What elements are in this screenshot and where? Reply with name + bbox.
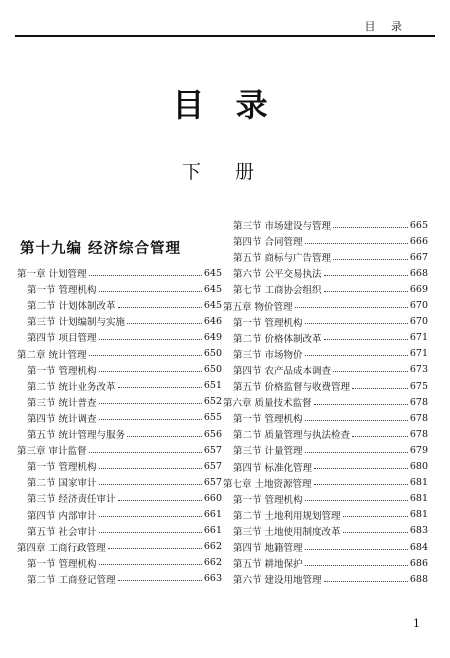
toc-section-entry[interactable] — [223, 378, 428, 394]
toc-section-entry[interactable] — [223, 217, 428, 233]
header-rule — [15, 35, 435, 37]
leader-dots — [343, 532, 408, 533]
toc-chapter-entry[interactable] — [223, 394, 428, 410]
toc-entry-label: 第六节 公平交易执法 — [233, 269, 322, 281]
toc-entry-label: 第一节 管理机构 — [27, 285, 97, 297]
toc-entry-page: 678 — [409, 396, 428, 408]
toc-entry-page: 678 — [409, 412, 428, 424]
toc-entry-page: 646 — [203, 315, 222, 327]
toc-entry-label: 第三节 市场建设与管理 — [233, 221, 332, 232]
toc-entry-page: 683 — [409, 525, 428, 537]
volume-subtitle: 下 册 — [181, 161, 269, 183]
toc-entry-page: 673 — [409, 364, 428, 376]
leader-dots — [333, 227, 408, 228]
toc-entry-label: 第一节 管理机构 — [27, 365, 97, 377]
toc-entry-label: 第一章 计划管理 — [17, 269, 87, 280]
toc-section-entry[interactable] — [223, 539, 428, 555]
toc-entry-label: 第三节 市场物价 — [233, 349, 303, 361]
toc-section-entry[interactable] — [223, 491, 428, 507]
leader-dots — [89, 275, 202, 276]
toc-entry-label: 第三节 计划编制与实施 — [27, 317, 126, 329]
leader-dots — [127, 436, 202, 437]
leader-dots — [99, 291, 202, 292]
leader-dots — [324, 275, 408, 276]
toc-entry-page: 649 — [203, 331, 222, 343]
leader-dots — [99, 371, 202, 372]
leader-dots — [89, 452, 202, 453]
toc-section-entry[interactable] — [17, 474, 222, 490]
toc-entry-label: 第四节 内部审计 — [27, 510, 97, 522]
toc-section-entry[interactable] — [17, 378, 222, 394]
toc-entry-page: 652 — [203, 396, 222, 408]
toc-entry-page: 679 — [409, 444, 428, 456]
toc-entry-page: 657 — [203, 460, 222, 472]
leader-dots — [99, 468, 202, 469]
toc-entry-page: 671 — [409, 332, 428, 344]
leader-dots — [305, 565, 408, 566]
leader-dots — [305, 323, 408, 324]
toc-entry-page: 681 — [409, 477, 428, 489]
toc-entry-label: 第二节 工商登记管理 — [27, 574, 116, 586]
toc-section-entry[interactable] — [17, 555, 222, 571]
toc-entry-label: 第五节 耕地保护 — [233, 559, 303, 571]
toc-entry-label: 第四节 标准化管理 — [233, 462, 313, 474]
toc-section-entry[interactable] — [223, 523, 428, 539]
leader-dots — [295, 307, 408, 308]
toc-entry-page: 651 — [203, 380, 222, 392]
toc-entry-label: 第一节 管理机构 — [233, 494, 303, 506]
toc-section-entry[interactable] — [17, 313, 222, 329]
toc-section-entry[interactable] — [223, 571, 428, 587]
toc-chapter-entry[interactable] — [223, 475, 428, 491]
toc-entry-label: 第二节 统计业务改革 — [27, 381, 116, 393]
toc-entry-page: 668 — [409, 267, 428, 279]
toc-entry-page: 645 — [203, 283, 222, 295]
toc-chapter-entry[interactable] — [17, 442, 222, 458]
toc-entry-page: 671 — [409, 348, 428, 360]
toc-section-entry[interactable] — [223, 555, 428, 571]
toc-entry-page: 656 — [203, 428, 222, 440]
toc-entry-page: 662 — [203, 557, 222, 569]
leader-dots — [305, 420, 408, 421]
leader-dots — [89, 355, 202, 356]
leader-dots — [118, 387, 202, 388]
toc-section-entry[interactable] — [223, 346, 428, 362]
toc-section-entry[interactable] — [17, 394, 222, 410]
toc-entry-label: 第三节 经济责任审计 — [27, 494, 116, 506]
leader-dots — [99, 339, 202, 340]
toc-entry-label: 第一节 管理机构 — [27, 558, 97, 570]
toc-entry-page: 662 — [203, 541, 222, 553]
leader-dots — [314, 484, 408, 485]
leader-dots — [118, 580, 202, 581]
leader-dots — [118, 307, 202, 308]
toc-section-entry[interactable] — [17, 426, 222, 442]
leader-dots — [99, 419, 202, 420]
toc-entry-label: 第二章 统计管理 — [17, 349, 87, 361]
toc-entry-page: 678 — [409, 428, 428, 440]
toc-section-entry[interactable] — [17, 490, 222, 506]
toc-entry-page: 669 — [409, 283, 428, 295]
toc-chapter-entry[interactable] — [223, 298, 428, 314]
leader-dots — [118, 500, 202, 501]
leader-dots — [108, 548, 202, 549]
toc-entry-label: 第三节 计量管理 — [233, 446, 303, 458]
toc-entry-page: 666 — [409, 235, 428, 247]
toc-entry-label: 第五节 统计管理与服务 — [27, 430, 126, 441]
toc-section-entry[interactable] — [223, 330, 428, 346]
toc-entry-page: 675 — [409, 380, 428, 392]
toc-section-entry[interactable] — [17, 297, 222, 313]
toc-entry-label: 第四节 地籍管理 — [233, 543, 303, 554]
toc-entry-page: 655 — [203, 412, 222, 424]
toc-entry-page: 681 — [409, 509, 428, 521]
toc-section-entry[interactable] — [223, 442, 428, 458]
toc-section-entry[interactable] — [223, 507, 428, 523]
toc-entry-page: 661 — [203, 525, 222, 537]
toc-section-entry[interactable] — [17, 523, 222, 539]
toc-entry-label: 第三章 审计监督 — [17, 446, 87, 458]
leader-dots — [352, 388, 408, 389]
toc-entry-label: 第七章 土地资源管理 — [223, 478, 312, 490]
leader-dots — [333, 371, 408, 372]
toc-section-entry[interactable] — [17, 410, 222, 426]
toc-entry-label: 第四章 工商行政管理 — [17, 542, 106, 554]
toc-entry-label: 第二节 土地利用规划管理 — [233, 510, 341, 522]
toc-section-entry[interactable] — [223, 314, 428, 330]
leader-dots — [305, 452, 408, 453]
toc-entry-label: 第五章 物价管理 — [223, 301, 293, 313]
toc-section-entry[interactable] — [17, 329, 222, 345]
toc-section-entry[interactable] — [17, 571, 222, 587]
leader-dots — [127, 323, 202, 324]
leader-dots — [314, 468, 408, 469]
running-head: 目 录 — [364, 20, 408, 33]
toc-entry-label: 第二节 计划体制改革 — [27, 301, 116, 313]
toc-entry-page: 660 — [203, 492, 222, 504]
toc-entry-page: 670 — [409, 300, 428, 311]
toc-section-entry[interactable] — [223, 410, 428, 426]
leader-dots — [99, 564, 202, 565]
toc-chapter-entry[interactable] — [17, 539, 222, 555]
leader-dots — [305, 243, 408, 244]
leader-dots — [305, 355, 408, 356]
toc-section-entry[interactable] — [17, 507, 222, 523]
toc-section-entry[interactable] — [223, 362, 428, 378]
toc-entry-label: 第六节 建设用地管理 — [233, 575, 322, 587]
toc-entry-page: 657 — [203, 476, 222, 488]
leader-dots — [314, 404, 408, 405]
toc-entry-page: 650 — [203, 348, 222, 359]
toc-entry-label: 第三节 土地使用制度改革 — [233, 526, 341, 538]
toc-chapter-entry[interactable] — [17, 265, 222, 281]
toc-entry-label: 第一节 管理机构 — [27, 462, 97, 474]
toc-entry-page: 657 — [203, 444, 222, 456]
toc-entry-page: 665 — [409, 219, 428, 231]
toc-entry-page: 680 — [409, 461, 428, 472]
leader-dots — [99, 532, 202, 533]
toc-entry-page: 667 — [409, 251, 428, 263]
toc-entry-label: 第一节 管理机构 — [233, 317, 303, 329]
toc-chapter-entry[interactable] — [17, 346, 222, 362]
toc-section-entry[interactable] — [223, 265, 428, 281]
leader-dots — [352, 436, 408, 437]
toc-entry-label: 第七节 工商协会组织 — [233, 285, 322, 297]
page-number: 1 — [413, 617, 420, 630]
leader-dots — [343, 516, 408, 517]
toc-entry-label: 第六章 质量技术监督 — [223, 398, 312, 410]
toc-entry-page: 661 — [203, 509, 222, 520]
toc-entry-label: 第五节 社会审计 — [27, 526, 97, 538]
toc-section-entry[interactable] — [223, 426, 428, 442]
toc-section-entry[interactable] — [223, 459, 428, 475]
toc-entry-label: 第四节 项目管理 — [27, 333, 97, 345]
toc-entry-label: 第二节 国家审计 — [27, 478, 97, 490]
toc-section-entry[interactable] — [223, 233, 428, 249]
leader-dots — [324, 291, 408, 292]
leader-dots — [99, 484, 202, 485]
leader-dots — [333, 259, 408, 260]
toc-entry-label: 第二节 价格体制改革 — [233, 333, 322, 345]
toc-entry-label: 第一节 管理机构 — [233, 414, 303, 426]
toc-entry-page: 670 — [409, 316, 428, 328]
leader-dots — [99, 403, 202, 404]
toc-entry-page: 684 — [409, 541, 428, 553]
leader-dots — [99, 516, 202, 517]
part-title: 第十九编 经济综合管理 — [20, 241, 182, 257]
page-title: 目 录 — [172, 86, 278, 124]
toc-entry-page: 663 — [203, 573, 222, 585]
toc-entry-label: 第三节 统计普查 — [27, 397, 97, 409]
leader-dots — [324, 339, 408, 340]
toc-section-entry[interactable] — [17, 281, 222, 297]
toc-section-entry[interactable] — [223, 249, 428, 265]
toc-entry-page: 681 — [409, 493, 428, 505]
toc-entry-label: 第四节 合同管理 — [233, 237, 303, 249]
toc-entry-page: 688 — [409, 573, 428, 585]
leader-dots — [324, 581, 408, 582]
leader-dots — [305, 500, 408, 501]
toc-section-entry[interactable] — [17, 458, 222, 474]
toc-entry-label: 第二节 质量管理与执法检查 — [233, 430, 351, 442]
toc-entry-page: 650 — [203, 364, 222, 376]
toc-entry-label: 第五节 商标与广告管理 — [233, 253, 332, 265]
toc-entry-page: 645 — [203, 267, 222, 279]
toc-entry-label: 第五节 价格监督与收费管理 — [233, 382, 351, 393]
toc-section-entry[interactable] — [223, 281, 428, 297]
toc-entry-page: 645 — [203, 299, 222, 311]
toc-entry-label: 第四节 农产品成本调查 — [233, 365, 332, 377]
leader-dots — [305, 549, 408, 550]
toc-section-entry[interactable] — [17, 362, 222, 378]
toc-entry-page: 686 — [409, 557, 428, 569]
toc-entry-label: 第四节 统计调查 — [27, 413, 97, 425]
